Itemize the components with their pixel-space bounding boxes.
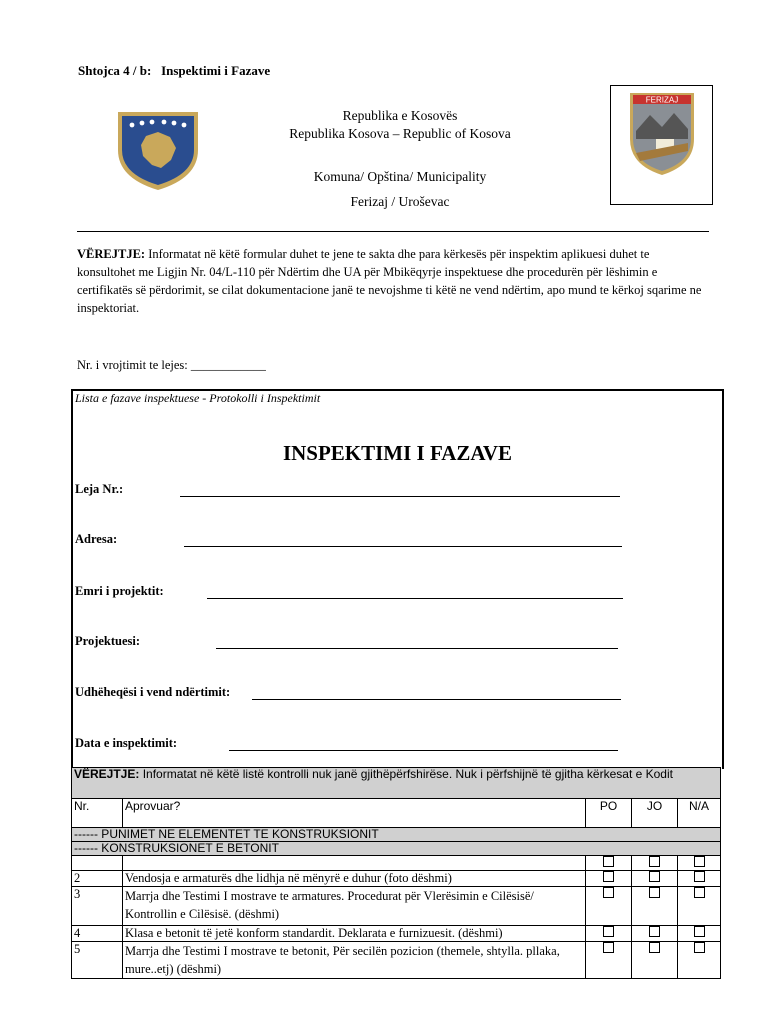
header-line-1: Republika e Kosovës — [342, 108, 458, 123]
annex-title — [78, 63, 270, 79]
row-text: Vendosja e armaturës dhe lidhja në mënyrë e duhur (foto dëshmi) — [122, 871, 585, 887]
jo-checkbox[interactable] — [649, 926, 660, 937]
section-concrete-structures: ------ KONSTRUKSIONET E BETONIT — [72, 842, 721, 856]
na-checkbox[interactable] — [694, 856, 705, 867]
field-address-label: Adresa: — [75, 532, 118, 546]
annex-prefix: Shtojca 4 / b: — [78, 63, 152, 78]
note-paragraph — [77, 245, 702, 317]
field-project-name-input[interactable] — [207, 598, 623, 599]
na-checkbox[interactable] — [694, 887, 705, 898]
annex-name: Inspektimi i Fazave — [161, 63, 271, 78]
po-checkbox[interactable] — [603, 856, 614, 867]
row-nr: 4 — [72, 926, 123, 942]
table-row — [72, 856, 721, 871]
field-project-name-label: Emri i projektit: — [75, 584, 164, 598]
field-site-manager-input[interactable] — [252, 699, 621, 700]
ferizaj-emblem — [628, 91, 696, 177]
table-row — [72, 871, 721, 887]
header-line-4: Ferizaj / Uroševac — [350, 194, 450, 209]
row-nr — [72, 856, 123, 871]
col-approved-header: Aprovuar? — [122, 799, 585, 828]
row-nr: 3 — [72, 887, 123, 926]
row-text — [122, 856, 585, 871]
checklist-note — [72, 768, 721, 799]
jo-checkbox[interactable] — [649, 887, 660, 898]
na-checkbox[interactable] — [694, 871, 705, 882]
table-row — [72, 926, 721, 942]
section-row — [72, 842, 721, 856]
permit-number-line — [77, 358, 266, 373]
field-inspection-date-label: Data e inspektimit: — [75, 736, 178, 750]
col-nr-header: Nr. — [72, 799, 123, 828]
po-checkbox[interactable] — [603, 926, 614, 937]
kosovo-coat-of-arms — [116, 110, 200, 192]
field-inspection-date-input[interactable] — [229, 750, 618, 751]
note-text: Informatat në këtë formular duhet te jene te sakta dhe para kërkesës për inspektim aplikuesi duhet te konsultohet me Ligjin Nr. 04/L-110 për Ndërtim dhe UA për Mbikëqyrje inspektuese dhe procedurën për lëshimin e certifikatës së përdorimit, se cilat dokumentacione janë te nevojshme ti këtë ne vend ndërtim, apo mund te kërkoj sqarime ne inspektoriat. — [77, 247, 702, 315]
state-header — [240, 107, 560, 143]
col-na-header: N/A — [678, 799, 721, 828]
col-po-header: PO — [586, 799, 632, 828]
header-line-3: Komuna/ Opština/ Municipality — [313, 169, 487, 184]
jo-checkbox[interactable] — [649, 856, 660, 867]
row-text: Klasa e betonit të jetë konform standardit. Deklarata e furnizuesit. (dëshmi) — [122, 926, 585, 942]
checklist-note-row — [72, 768, 721, 799]
table-row — [72, 942, 721, 979]
field-designer-label: Projektuesi: — [75, 634, 141, 648]
permit-number-label: Nr. i vrojtimit te lejes: — [77, 358, 188, 372]
inspection-form-box — [71, 389, 724, 769]
permit-number-blank[interactable]: ____________ — [190, 358, 266, 372]
municipal-emblem-frame — [610, 85, 713, 205]
field-permit-label: Leja Nr.: — [75, 482, 124, 496]
municipality-header — [240, 164, 560, 214]
inspection-checklist-table — [71, 767, 721, 979]
field-address-input[interactable] — [184, 546, 622, 547]
col-jo-header: JO — [632, 799, 678, 828]
section-row — [72, 828, 721, 842]
po-checkbox[interactable] — [603, 871, 614, 882]
form-subtitle: Lista e fazave inspektuese - Protokolli i Inspektimit — [75, 391, 321, 405]
field-permit-input[interactable] — [180, 496, 620, 497]
form-title: INSPEKTIMI I FAZAVE — [282, 441, 513, 465]
po-checkbox[interactable] — [603, 887, 614, 898]
note-label: VËREJTJE: — [77, 247, 146, 261]
row-nr: 2 — [72, 871, 123, 887]
row-text: Marrja dhe Testimi I mostrave te armatures. Procedurat për Vlerësimin e Cilësisë/ Kontrollin e Cilësisë. (dëshmi) — [122, 887, 585, 926]
emblem-text: FERIZAJ — [645, 95, 679, 105]
header-line-2: Republika Kosova – Republic of Kosova — [289, 126, 511, 141]
jo-checkbox[interactable] — [649, 871, 660, 882]
header-divider — [77, 231, 709, 232]
row-nr: 5 — [72, 942, 123, 979]
na-checkbox[interactable] — [694, 942, 705, 953]
field-designer-input[interactable] — [216, 648, 618, 649]
row-text: Marrja dhe Testimi I mostrave te betonit, Për secilën pozicion (themele, shtylla. pllaka, mure..etj) (dëshmi) — [122, 942, 585, 979]
field-site-manager-label: Udhëheqësi i vend ndërtimit: — [75, 685, 231, 699]
checklist-note-text: Informatat në këtë listë kontrolli nuk janë gjithëpërfshirëse. Nuk i përfshijnë të gjitha kërkesat e Kodit — [139, 767, 673, 781]
checklist-header-row — [72, 799, 721, 828]
jo-checkbox[interactable] — [649, 942, 660, 953]
checklist-note-label: VËREJTJE: — [74, 767, 140, 781]
section-structural-works: ------ PUNIMET NE ELEMENTET TE KONSTRUKSIONIT — [72, 828, 721, 842]
table-row — [72, 887, 721, 926]
po-checkbox[interactable] — [603, 942, 614, 953]
na-checkbox[interactable] — [694, 926, 705, 937]
